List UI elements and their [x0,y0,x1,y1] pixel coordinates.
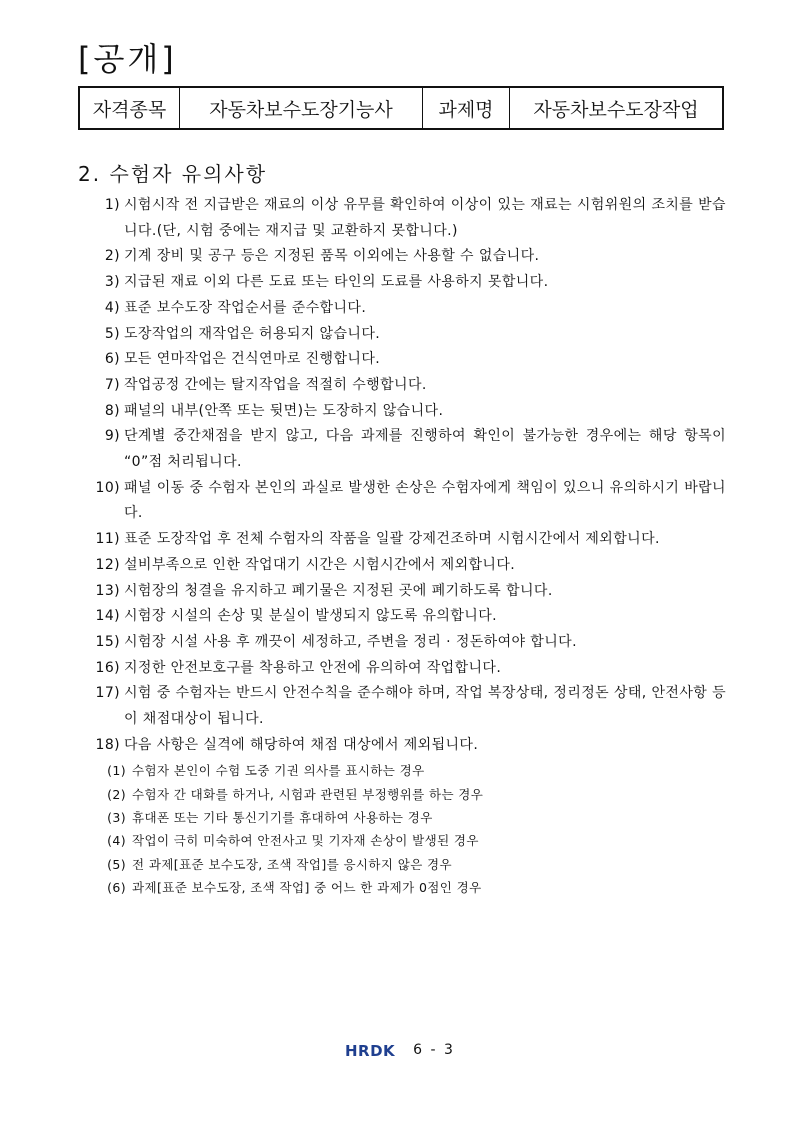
sub-number: (1) [107,763,126,779]
qualification-label: 자격종목 [80,88,180,128]
rule-item [78,193,726,244]
rule-text: 시험장 시설 사용 후 깨끗이 세정하고, 주변을 정리 · 정돈하여야 합니다. [124,633,577,650]
rule-item [78,476,726,527]
task-value: 자동차보수도장작업 [533,98,699,121]
rule-text: 지급된 재료 이외 다른 도료 또는 타인의 도료를 사용하지 못합니다. [124,274,549,291]
rule-number: 16) [95,659,120,676]
rule-item [78,399,726,425]
rule-number: 15) [95,633,120,650]
sub-text: 수험자 본인이 수험 도중 기권 의사를 표시하는 경우 [132,763,425,779]
rule-text: 모든 연마작업은 건식연마로 진행합니다. [124,351,381,368]
rule-number: 17) [95,685,120,702]
rule-item [78,244,726,270]
rule-number: 12) [95,556,120,573]
sub-text: 전 과제[표준 보수도장, 조색 작업]를 응시하지 않은 경우 [132,856,452,872]
rule-number: 13) [95,582,120,599]
rule-text: 시험장 시설의 손상 및 분실이 발생되지 않도록 유의합니다. [124,608,497,625]
sub-number: (3) [107,810,126,826]
disqualification-item [78,853,726,876]
sub-number: (4) [107,833,126,849]
rule-item [78,347,726,373]
rule-number: 4) [104,299,120,316]
rule-item [78,322,726,348]
rule-text: 시험장의 청결을 유지하고 폐기물은 지정된 곳에 폐기하도록 합니다. [124,582,553,599]
sub-number: (5) [107,856,126,872]
rule-number: 7) [104,376,120,393]
page-footer [0,1042,800,1058]
hrdk-logo [345,1042,403,1058]
sub-number: (2) [107,786,126,802]
rule-number: 5) [104,325,120,342]
disqualification-list [78,759,726,899]
sub-text: 작업이 극히 미숙하여 안전사고 및 기자재 손상이 발생된 경우 [132,833,479,849]
rule-text: 지정한 안전보호구를 착용하고 안전에 유의하여 작업합니다. [124,659,502,676]
rule-text: 패널 이동 중 수험자 본인의 과실로 발생한 손상은 수험자에게 책임이 있으니 유의하시기 바랍니다. [124,479,726,522]
rules-list [78,193,726,899]
qualification-value: 자동차보수도장기능사 [180,88,423,128]
disqualification-list-wrapper [78,759,726,899]
rule-number: 14) [95,608,120,625]
rule-text: 시험 중 수험자는 반드시 안전수칙을 준수해야 하며, 작업 복장상태, 정리정돈 상태, 안전사항 등이 채점대상이 됩니다. [124,685,726,728]
rule-text: 시험시작 전 지급받은 재료의 이상 유무를 확인하여 이상이 있는 재료는 시험위원의 조치를 받습니다.(단, 시험 중에는 재지급 및 교환하지 못합니다.) [124,197,726,239]
disqualification-item [78,806,726,829]
disqualification-item [78,783,726,806]
rule-text: 작업공정 간에는 탈지작업을 적절히 수행합니다. [124,376,427,393]
rule-item [78,681,726,732]
rule-item [78,424,726,475]
rule-item [78,553,726,579]
disclosure-stamp: [공개] [78,40,177,78]
rule-number: 10) [95,479,120,496]
rule-text: 표준 보수도장 작업순서를 준수합니다. [124,299,367,316]
rule-number: 11) [95,531,120,548]
rule-number: 3) [104,274,120,291]
sub-number: (6) [107,879,126,895]
rule-item [78,604,726,630]
hrdk-logo-mark [345,1042,403,1058]
section-title: 2. 수험자 유의사항 [78,162,268,186]
task-label: 과제명 [423,88,510,128]
disqualification-item [78,829,726,852]
rule-number: 1) [104,197,120,213]
rule-item [78,630,726,656]
rule-item [78,527,726,553]
rule-number: 8) [104,402,120,419]
rule-text: 설비부족으로 인한 작업대기 시간은 시험시간에서 제외합니다. [124,556,516,573]
page-number: 6 - 3 [413,1042,455,1058]
rule-text: 도장작업의 재작업은 허용되지 않습니다. [124,325,381,342]
disqualification-item [78,759,726,782]
rule-item [78,579,726,605]
rule-item [78,270,726,296]
rule-item [78,656,726,682]
rule-item [78,373,726,399]
disqualification-item [78,876,726,899]
rule-text: 다음 사항은 실격에 해당하여 채점 대상에서 제외됩니다. [124,736,479,753]
sub-text: 과제[표준 보수도장, 조색 작업] 중 어느 한 과제가 0점인 경우 [132,879,482,895]
rule-text: 패널의 내부(안쪽 또는 뒷면)는 도장하지 않습니다. [124,402,444,419]
rule-number: 2) [104,248,120,265]
sub-text: 휴대폰 또는 기타 통신기기를 휴대하여 사용하는 경우 [132,810,433,826]
rule-text: 단계별 중간채점을 받지 않고, 다음 과제를 진행하여 확인이 불가능한 경우에는 해당 항목이 “0”점 처리됩니다. [124,428,726,471]
rule-item [78,733,726,759]
rule-number: 6) [104,351,120,368]
sub-text: 수험자 간 대화를 하거나, 시험과 관련된 부정행위를 하는 경우 [132,786,484,802]
rule-number: 18) [95,736,120,753]
rule-text: 기계 장비 및 공구 등은 지정된 품목 이외에는 사용할 수 없습니다. [124,248,540,265]
info-table [78,86,724,130]
hrdk-logo-text: HRDK [345,1042,396,1058]
rule-number: 9) [104,428,120,445]
rule-text: 표준 도장작업 후 전체 수험자의 작품을 일괄 강제건조하며 시험시간에서 제외합니다. [124,531,660,548]
rule-item [78,296,726,322]
